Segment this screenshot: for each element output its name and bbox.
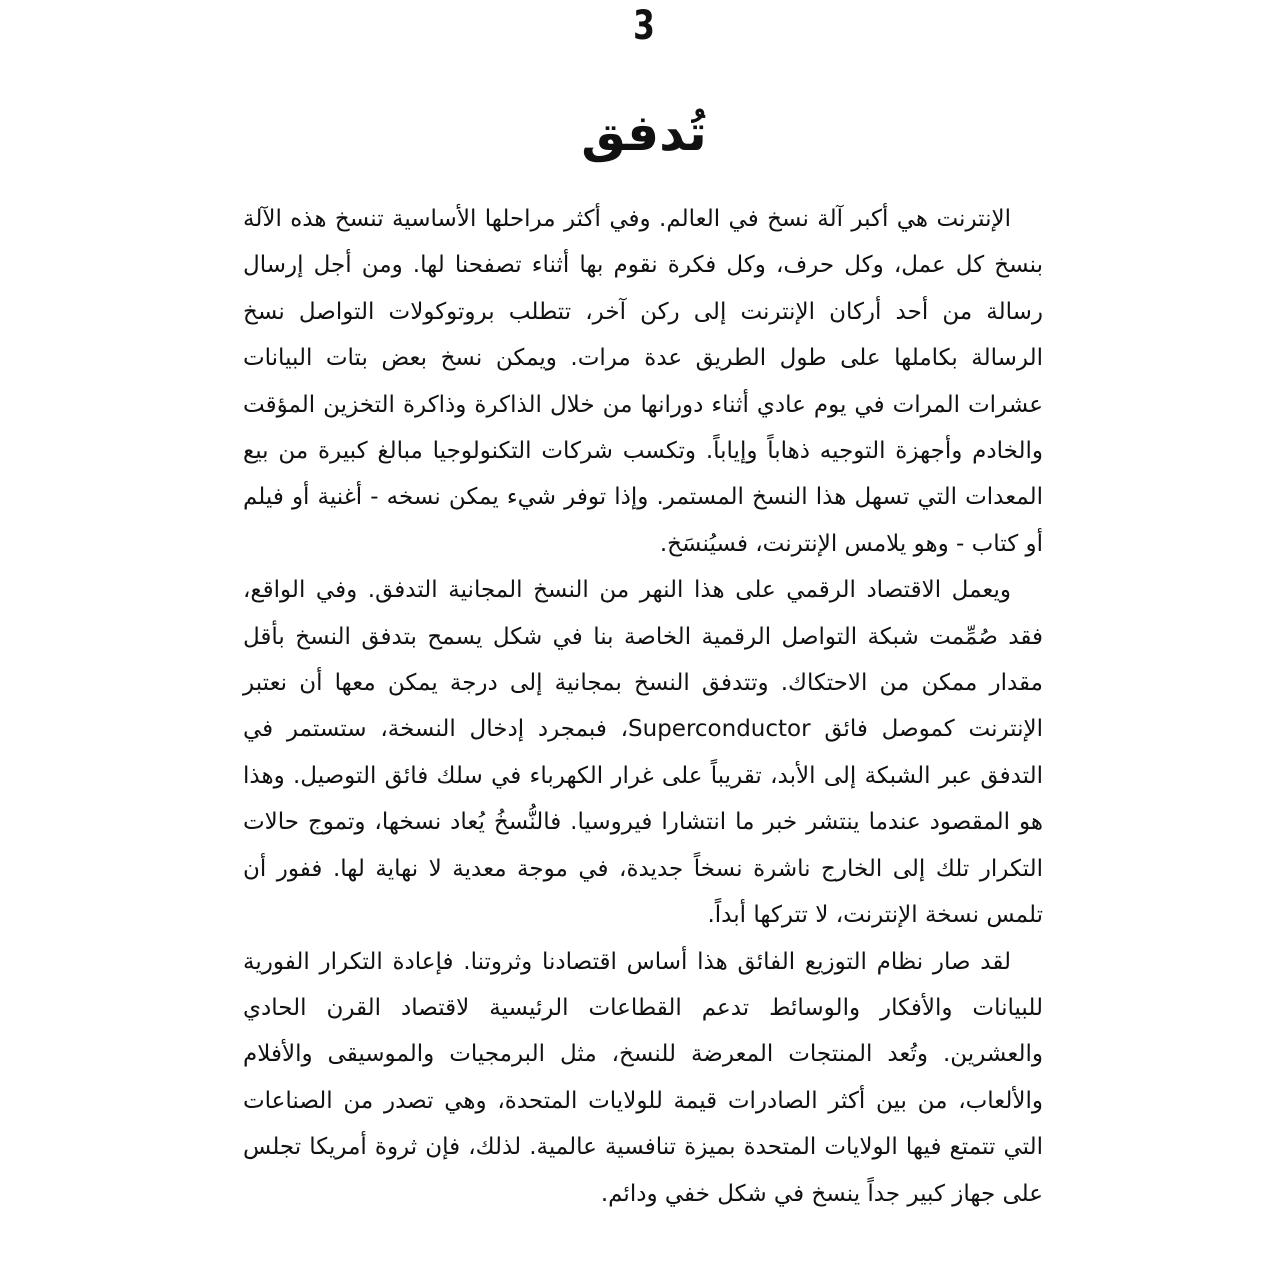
paragraph-3: لقد صار نظام التوزيع الفائق هذا أساس اقتصادنا وثروتنا. فإعادة التكرار الفورية للبيانات والأفكار والوسائط تدعم القطاعات الرئيسية لاقتصاد القرن الحادي والعشرين. وتُعد المنتجات المعرضة للنسخ، مثل البرمجيات والموسيقى والأفلام والألعاب، من بين أكثر الصادرات قيمة للولايات المتحدة، وهي تصدر من الصناعات التي تتمتع فيها الولايات المتحدة بميزة تنافسية عالمية. لذلك، فإن ثروة أمريكا تجلس على جهاز كبير جداً ينسخ في شكل خفي ودائم. [243,948,1043,1207]
paragraph-2: ويعمل الاقتصاد الرقمي على هذا النهر من النسخ المجانية التدفق. وفي الواقع، فقد صُمِّمت شبكة التواصل الرقمية الخاصة بنا في شكل يسمح بتدفق النسخ بأقل مقدار ممكن من الاحتكاك. وتتدفق النسخ بمجانية إلى درجة يمكن معها أن نعتبر الإنترنت كموصل فائق Superconductor، فبمجرد إدخال النسخة، ستستمر في التدفق عبر الشبكة إلى الأبد، تقريباً على غرار الكهرباء في سلك فائق التوصيل. وهذا هو المقصود عندما ينتشر خبر ما انتشارا فيروسيا. فالنُّسخُ يُعاد نسخها، وتموج حالات التكرار تلك إلى الخارج ناشرة نسخاً جديدة، في موجة معدية لا نهاية لها. ففور أن تلمس نسخة الإنترنت، لا تتركها أبداً. [243,577,1044,929]
chapter-title: تُدفق [581,104,707,162]
chapter-number: 3 [633,3,655,49]
body-text [243,196,1043,1217]
paragraph-1: الإنترنت هي أكبر آلة نسخ في العالم. وفي أكثر مراحلها الأساسية تنسخ هذه الآلة بنسخ كل عمل، وكل حرف، وكل فكرة نقوم بها أثناء تصفحنا لها. ومن أجل إرسال رسالة من أحد أركان الإنترنت إلى ركن آخر، تتطلب بروتوكولات التواصل نسخ الرسالة بكاملها على طول الطريق عدة مرات. ويمكن نسخ بعض بتات البيانات عشرات المرات في يوم عادي أثناء دورانها من خلال الذاكرة وذاكرة التخزين المؤقت والخادم وأجهزة التوجيه ذهاباً وإياباً. وتكسب شركات التكنولوجيا مبالغ كبيرة من بيع المعدات التي تسهل هذا النسخ المستمر. وإذا توفر شيء يمكن نسخه - أغنية أو فيلم أو كتاب - وهو يلامس الإنترنت، فسيُنسَخ. [243,206,1043,557]
